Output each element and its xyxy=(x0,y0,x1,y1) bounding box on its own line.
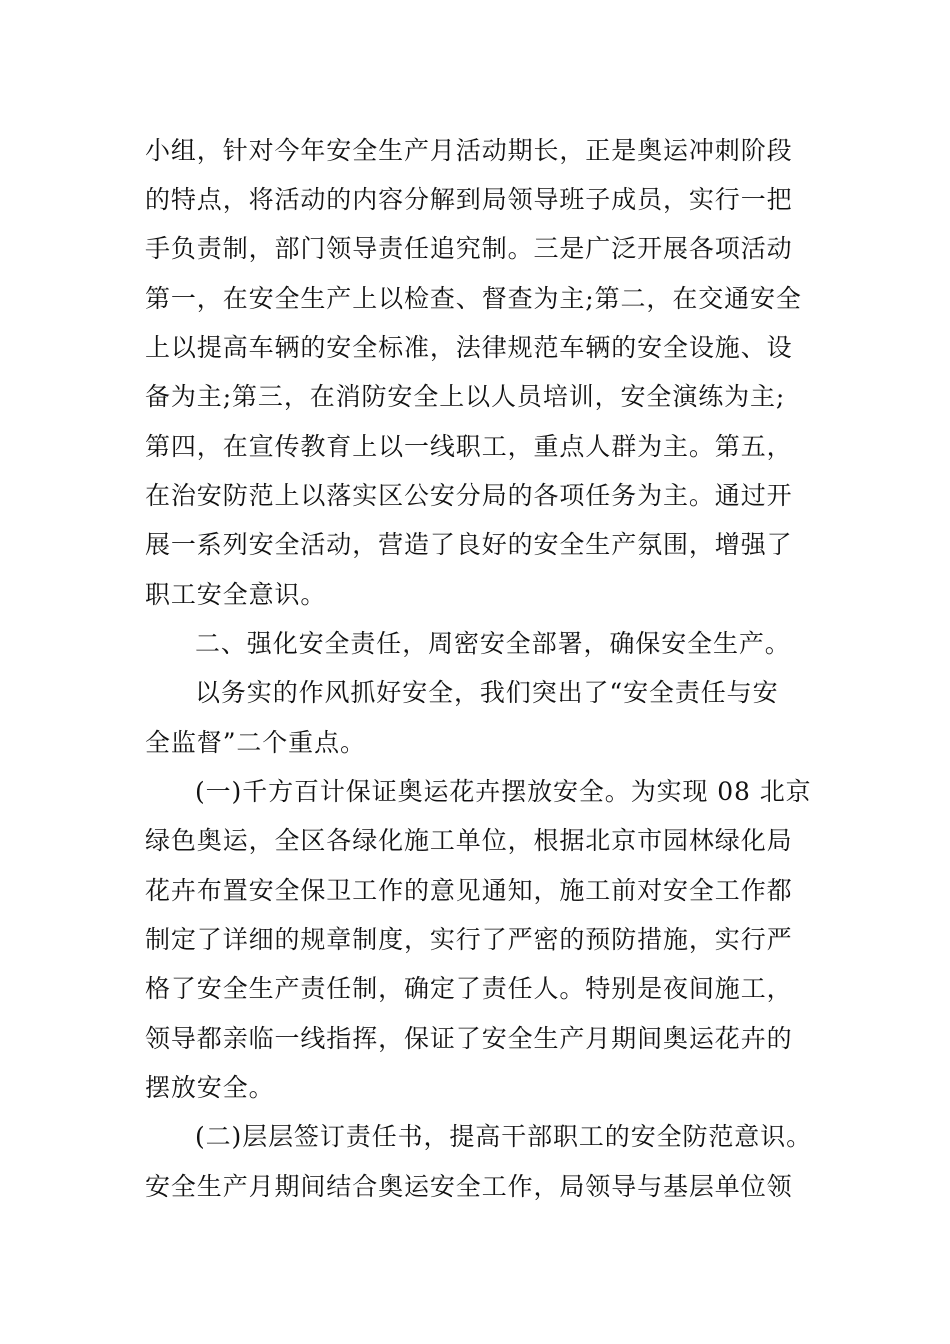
text-line: 摆放安全。 xyxy=(145,1073,275,1102)
subsection-heading: (二)层层签订责任书，提高干部职工的安全防范意识。 xyxy=(195,1122,813,1151)
text-line: 展一系列安全活动，营造了良好的安全生产氛围，增强了 xyxy=(145,530,793,559)
subsection-heading: (一)千方百计保证奥运花卉摆放安全。为实现 08 北京 xyxy=(195,777,812,806)
text-line: 以务实的作风抓好安全，我们突出了“安全责任与安 xyxy=(195,678,779,707)
text-line: 花卉布置安全保卫工作的意见通知，施工前对安全工作都 xyxy=(145,876,793,905)
text-line: 全监督”二个重点。 xyxy=(145,728,366,757)
section-heading: 二、强化安全责任，周密安全部署，确保安全生产。 xyxy=(195,629,791,658)
text-line: 格了安全生产责任制，确定了责任人。特别是夜间施工， xyxy=(145,974,793,1003)
text-line: 第四，在宣传教育上以一线职工，重点人群为主。第五， xyxy=(145,432,793,461)
text-line: 手负责制，部门领导责任追究制。三是广泛开展各项活动 xyxy=(145,234,793,263)
text-line: 第一，在安全生产上以检查、督查为主;第二，在交通安全 xyxy=(145,284,802,313)
text-line: 制定了详细的规章制度，实行了严密的预防措施，实行严 xyxy=(145,925,793,954)
text-line: 的特点，将活动的内容分解到局领导班子成员，实行一把 xyxy=(145,185,793,214)
text-line: 职工安全意识。 xyxy=(145,580,327,609)
text-line: 上以提高车辆的安全标准，法律规范车辆的安全设施、设 xyxy=(145,333,793,362)
text-line: 小组，针对今年安全生产月活动期长，正是奥运冲刺阶段 xyxy=(145,136,793,165)
text-line: 在治安防范上以落实区公安分局的各项任务为主。通过开 xyxy=(145,481,793,510)
text-line: 备为主;第三，在消防安全上以人员培训，安全演练为主; xyxy=(145,382,786,411)
text-line: 绿色奥运，全区各绿化施工单位，根据北京市园林绿化局 xyxy=(145,826,793,855)
text-line: 安全生产月期间结合奥运安全工作，局领导与基层单位领 xyxy=(145,1172,793,1201)
text-line: 领导都亲临一线指挥，保证了安全生产月期间奥运花卉的 xyxy=(145,1024,793,1053)
